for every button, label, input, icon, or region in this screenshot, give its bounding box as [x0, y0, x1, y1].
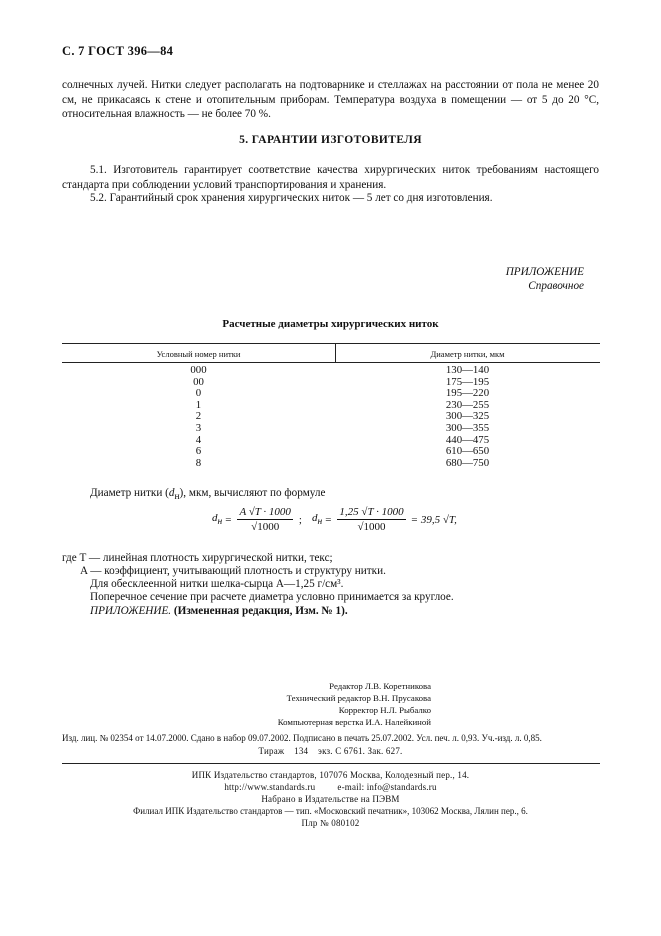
imprint-line-2: Тираж 134 экз. С 6761. Зак. 627.: [258, 746, 403, 756]
table-header-number: Условный номер нитки: [156, 349, 241, 359]
formula-fraction-1: [237, 506, 292, 533]
publisher-line-4: Филиал ИПК Издательство стандартов — тип. «Московский печатник», 103062 Москва, Лялин пер., 6.: [133, 806, 528, 816]
formula-intro-var: d: [168, 487, 175, 499]
cell-diameter: 175—195: [445, 375, 490, 388]
table-body: [0, 365, 661, 469]
publisher-line-1: ИПК Издательство стандартов, 107076 Москва, Колодезный пер., 14.: [191, 770, 470, 780]
credit-layout: Компьютерная верстка И.А. Налейкиной: [277, 717, 431, 727]
section-title: 5. ГАРАНТИИ ИЗГОТОВИТЕЛЯ: [239, 134, 422, 146]
table-row: [0, 388, 661, 400]
fraction-2-denominator: √1000: [357, 521, 386, 533]
formula-lhs: $d_н$: [212, 511, 223, 528]
legend-cross-section: Поперечное сечение при расчете диаметра условно принимается за круглое.: [90, 591, 454, 603]
cell-number: 1: [195, 398, 202, 411]
formula-intro-before: Диаметр нитки (: [90, 487, 169, 499]
formula-intro-sub: н: [174, 492, 180, 503]
footer-rule: [62, 763, 600, 764]
imprint-line-1: Изд. лиц. № 02354 от 14.07.2000. Сдано в набор 09.07.2002. Подписано в печать 25.07.2002. Усл. печ. л. 0,93. Уч.-изд. л. 0,85.: [62, 733, 542, 743]
table-title: Расчетные диаметры хирургических ниток: [222, 318, 439, 330]
table-row: [0, 377, 661, 389]
credits-block: [0, 680, 431, 728]
amendment-note-italic: ПРИЛОЖЕНИЕ.: [90, 605, 172, 617]
publisher-line-5: Плр № 080102: [301, 818, 360, 828]
intro-paragraph: солнечных лучей. Нитки следует располагать на подтоварнике и стеллажах на расстоянии от пола не менее 20 см, не прикасаясь к стене и отопительным приборам. Температура воздуха в помещении — от 5 до 20 °С, относительная влажность — не более 70 %.: [62, 79, 599, 121]
table-row: [0, 423, 661, 435]
fraction-2-numerator: 1,25 √T · 1000: [339, 506, 404, 518]
table-row: [0, 411, 661, 423]
formula-eq-2: =: [325, 513, 332, 526]
cell-diameter: 610—650: [445, 445, 490, 458]
cell-number: 0: [195, 387, 202, 400]
cell-number: 00: [193, 375, 204, 388]
formula-fraction-2: [337, 506, 405, 533]
diameter-formula: [212, 506, 457, 533]
table-row: [0, 458, 661, 470]
table-row: [0, 435, 661, 447]
appendix-title: ПРИЛОЖЕНИЕ: [505, 266, 584, 278]
publisher-line-3: Набрано в Издательстве на ПЭВМ: [261, 794, 400, 804]
formula-eq: =: [225, 513, 232, 526]
table-top-rule: [62, 343, 600, 344]
table-row: [0, 365, 661, 377]
table-row: [0, 400, 661, 412]
formula-result: = 39,5 √T,: [410, 513, 457, 526]
fraction-1-denominator: √1000: [251, 521, 280, 533]
credit-corrector: Корректор Н.Л. Рыбалко: [338, 705, 431, 715]
clause-5-1: 5.1. Изготовитель гарантирует соответствие качества хирургических ниток требованиям настоящего стандарта при соблюдении условий транспортирования и хранения.: [62, 164, 599, 191]
cell-number: 4: [195, 433, 202, 446]
table-header-diameter: Диаметр нитки, мкм: [430, 349, 505, 359]
cell-diameter: 130—140: [445, 364, 490, 376]
cell-diameter: 300—355: [445, 421, 490, 434]
table-header-rule: [62, 362, 600, 363]
legend-T: где T — линейная плотность хирургической нитки, текс;: [62, 552, 333, 564]
cell-number: 2: [195, 410, 202, 423]
table-row: [0, 446, 661, 458]
formula-separator: ;: [298, 513, 302, 526]
amendment-note: [90, 604, 348, 619]
amendment-note-bold: (Измененная редакция, Изм. № 1).: [171, 605, 348, 617]
legend-silk: Для обесклеенной нитки шелка-сырца A—1,25 г/см³.: [90, 578, 344, 590]
cell-diameter: 230—255: [445, 398, 490, 411]
cell-diameter: 440—475: [445, 433, 490, 446]
appendix-subtitle: Справочное: [528, 280, 584, 292]
cell-number: 000: [190, 364, 207, 376]
page-header: С. 7 ГОСТ 396—84: [62, 44, 174, 58]
credit-editor: Редактор Л.В. Коретникова: [329, 681, 431, 691]
cell-diameter: 680—750: [445, 456, 490, 469]
cell-diameter: 195—220: [445, 387, 490, 400]
fraction-1-numerator: A √T · 1000: [239, 506, 291, 518]
publisher-web-line: http://www.standards.ru e-mail: info@standards.ru: [224, 782, 437, 792]
formula-lhs-2: $d_н$: [311, 511, 323, 528]
formula-intro: [90, 486, 325, 505]
credit-tech-editor: Технический редактор В.Н. Прусакова: [286, 693, 431, 703]
table-column-divider: [335, 343, 336, 362]
cell-number: 6: [195, 445, 202, 458]
cell-number: 3: [195, 421, 202, 434]
legend-A: A — коэффициент, учитывающий плотность и структуру нитки.: [80, 565, 386, 577]
cell-number: 8: [195, 456, 202, 469]
formula-intro-after: ), мкм, вычисляют по формуле: [179, 487, 326, 499]
clause-5-2: 5.2. Гарантийный срок хранения хирургических ниток — 5 лет со дня изготовления.: [90, 192, 493, 204]
cell-diameter: 300—325: [445, 410, 490, 423]
